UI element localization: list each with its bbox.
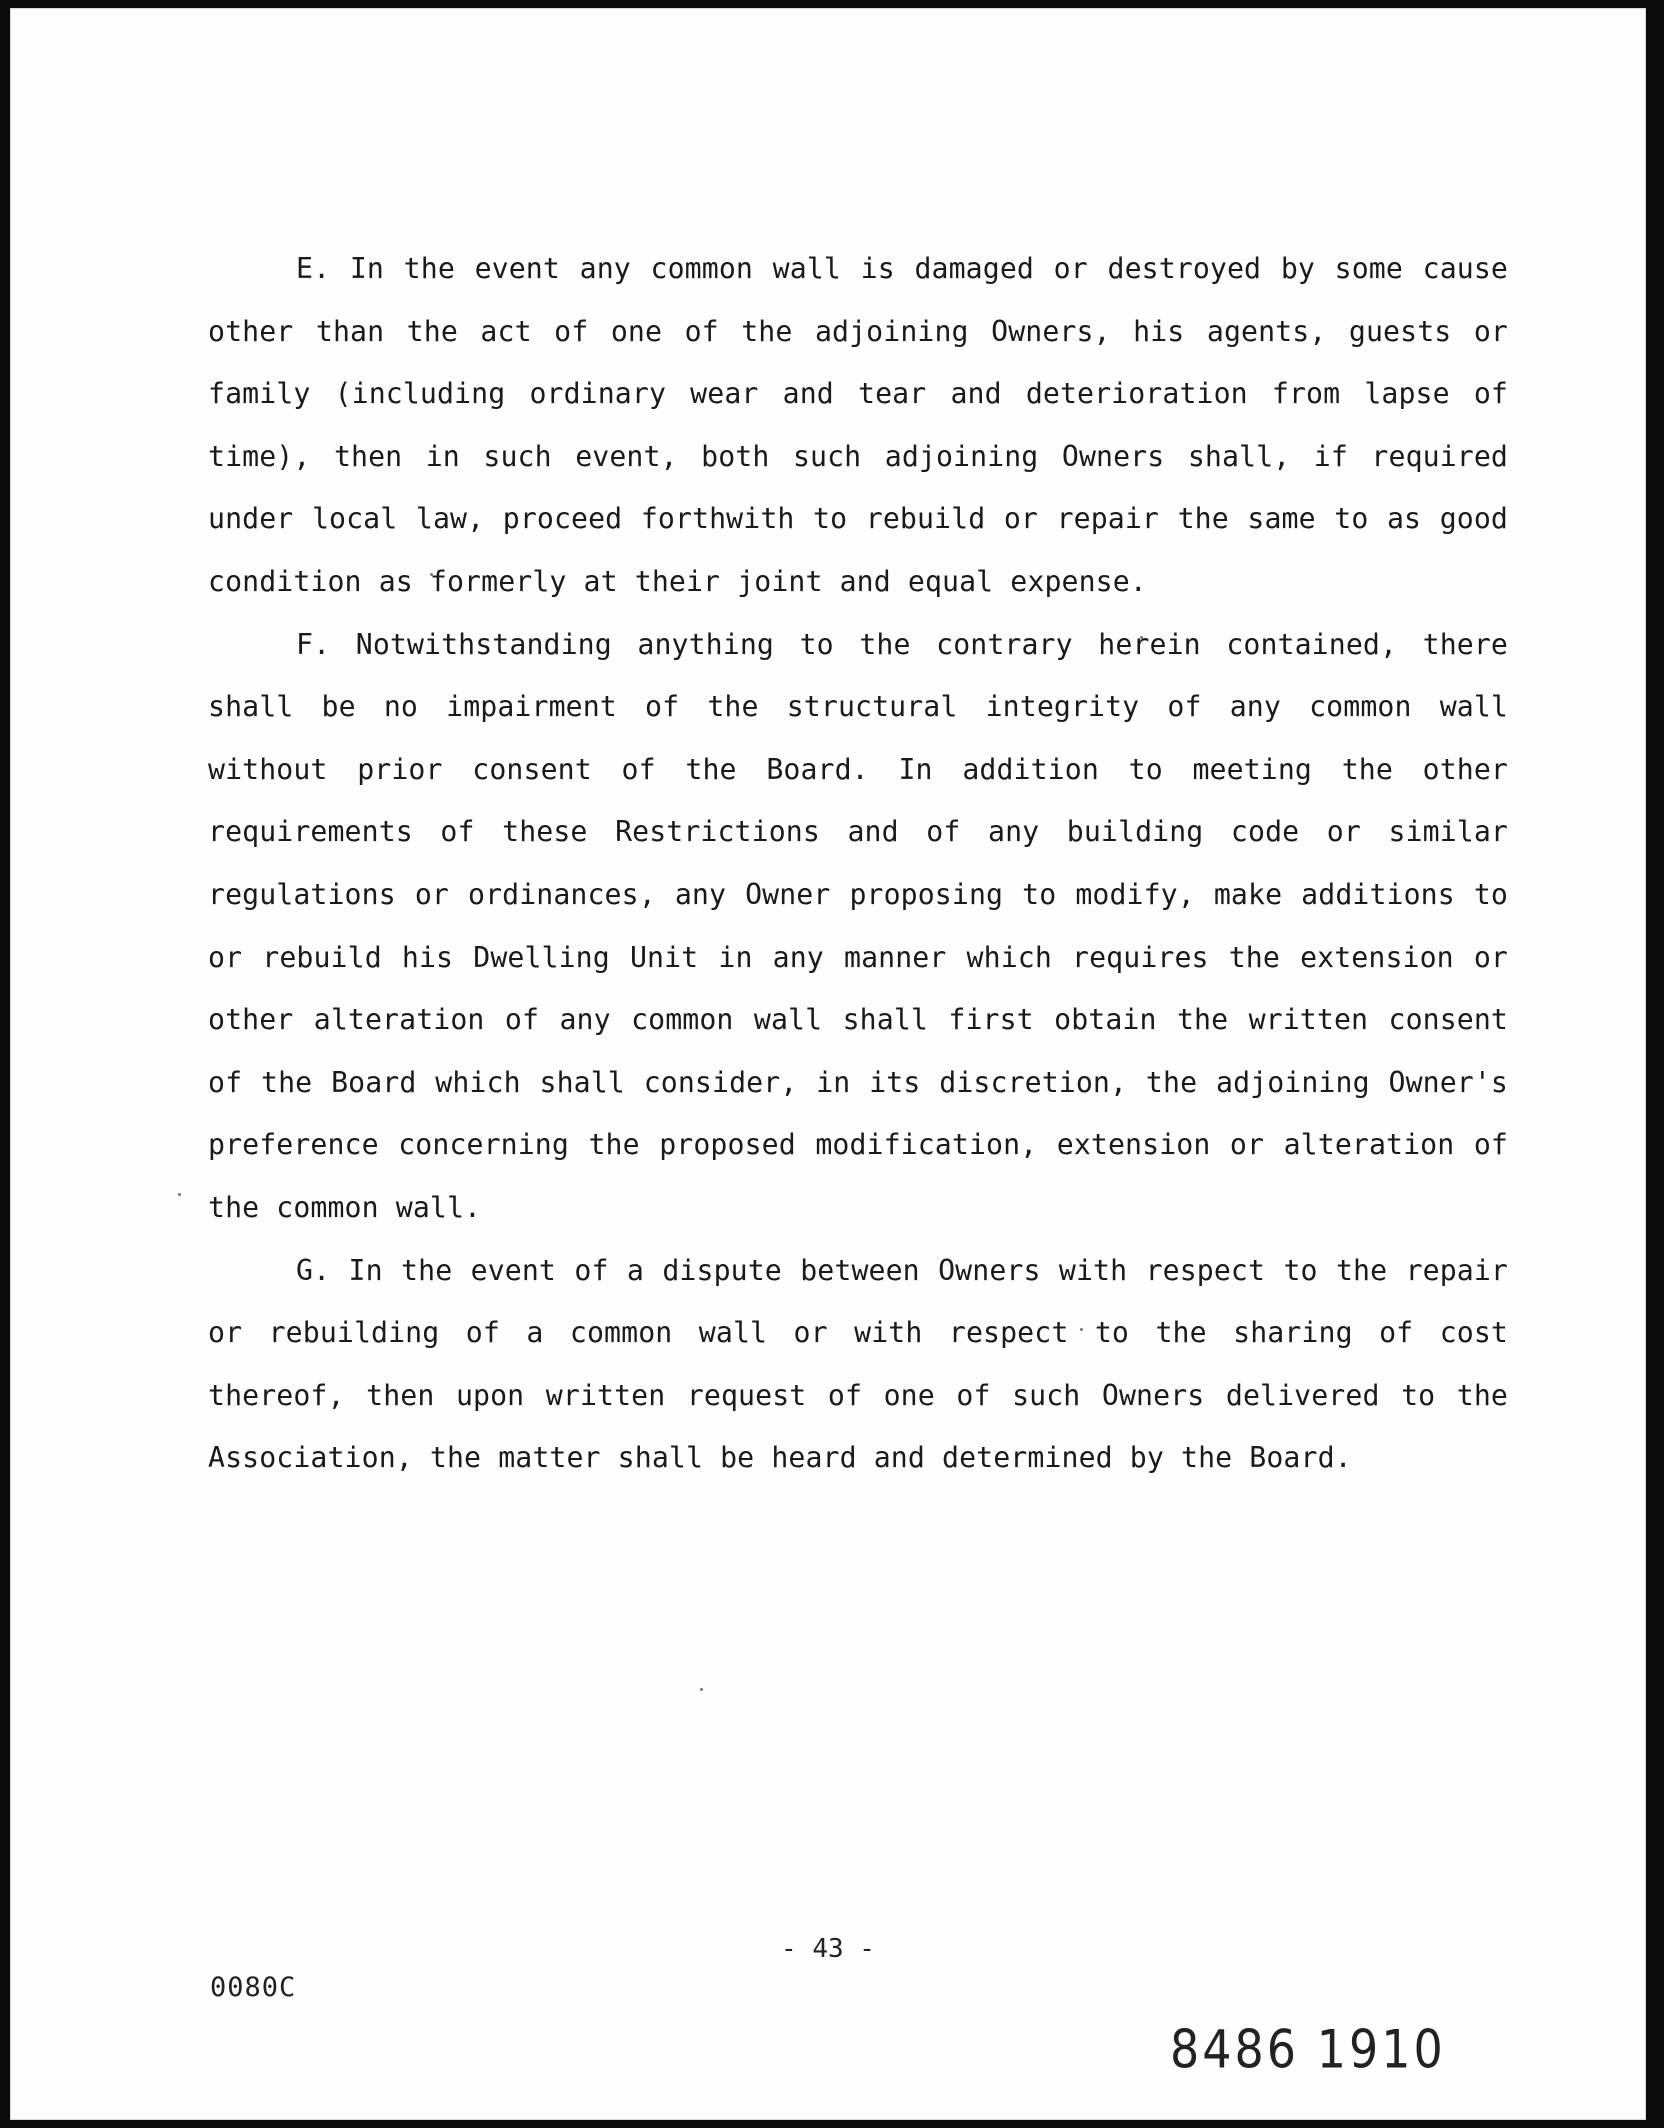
scan-speck: [178, 1193, 181, 1196]
document-code: 0080C: [210, 1972, 297, 2003]
document-page: [10, 8, 1646, 2120]
body-text: [208, 238, 1508, 1490]
paragraph-g: G. In the event of a dispute between Owners with respect to the repair or rebuilding of a common wall or with respect to the sharing of cost thereof, then upon written request of one of such Owners delivered to the Association, the matter shall be heard and determined by the Board.: [208, 1253, 1508, 1475]
stamp-number: 8486 1910: [1170, 2018, 1446, 2081]
page-number: - 43 -: [781, 1934, 875, 1964]
paragraph-f: F. Notwithstanding anything to the contrary herein contained, there shall be no impairment of the structural integrity of any common wall without prior consent of the Board. In addition to meeting the other requirements of these Restrictions and of any building code or similar regulations or ordinances, any Owner proposing to modify, make additions to or rebuild his Dwelling Unit in any manner which requires the extension or other alteration of any common wall shall first obtain the written consent of the Board which shall consider, in its discretion, the adjoining Owner's preference concerning the proposed modification, extension or alteration of the common wall.: [208, 627, 1508, 1224]
scan-speck: [700, 1688, 703, 1691]
paragraph-e: E. In the event any common wall is damaged or destroyed by some cause other than the act of one of the adjoining Owners, his agents, guests or family (including ordinary wear and tear and deterioration from lapse of time), then in such event, both such adjoining Owners shall, if required under local law, proceed forthwith to rebuild or repair the same to as good condition as formerly at their joint and equal expense.: [208, 252, 1508, 598]
